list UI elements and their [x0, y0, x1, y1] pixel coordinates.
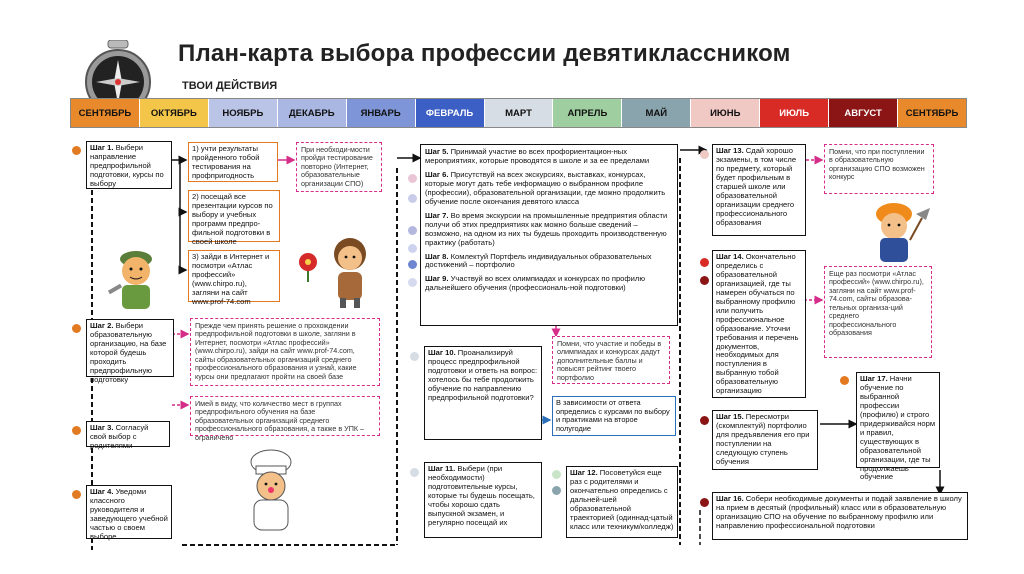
step-3: Шаг 3. Согласуй свой выбор с родителями — [86, 421, 170, 447]
steps-5-9-panel — [420, 144, 678, 326]
dot-green — [552, 470, 561, 479]
page-subtitle: ТВОИ ДЕЙСТВИЯ — [182, 80, 278, 92]
month-5: ЯНВАРЬ — [347, 99, 416, 127]
note-retest: При необходи-мости пройди тестирование повторно (Интернет, образовательные организации СПО) — [296, 142, 382, 192]
step-11: Шаг 11. Выбери (при необходимости) подготовительные курсы, которые ты будешь посещать, чтобы хорошо сдать выпускной экзамен, и регулярно посещай их — [424, 462, 542, 538]
step-9: Шаг 9. Участвуй во всех олимпиадах и конкурсах по профилю дальнейшего обучения (профессиональ-ной подготовки) — [425, 274, 646, 293]
orange-dot-1 — [72, 146, 81, 155]
step-17: Шаг 17. Начни обучение по выбранной профессии (профилю) и строго придерживайся норм и правил, существующих в образовательной организации, где ты продолжаешь обучение — [856, 372, 940, 468]
dot-lightblue — [408, 278, 417, 287]
dot-lavender-2 — [408, 244, 417, 253]
step-4: Шаг 4. Уведоми классного руководителя и заведующего учебной частью о своем выборе — [86, 485, 172, 539]
step-1: Шаг 1. Выбери направление предпрофильной подготовки, курсы по выбору — [86, 141, 172, 189]
step-1-option-2: 2) посещай все презентации курсов по выбору и учебных программ предпро-фильной подготовки в своей школе — [188, 190, 280, 242]
dot-darkred-2 — [700, 498, 709, 507]
month-9: МАЙ — [622, 99, 691, 127]
red-flower-icon — [296, 252, 320, 282]
month-1: СЕНТЯБРЬ — [71, 99, 140, 127]
orange-dot-2 — [72, 324, 81, 333]
month-8: АПРЕЛЬ — [553, 99, 622, 127]
step-8: Шаг 8. Комлектуй Портфель индивидуальных образовательных достижений – портфолио — [425, 251, 652, 270]
girl-figure — [316, 232, 380, 312]
step-13: Шаг 13. Сдай хорошо экзамены, в том числе по предмету, который будет профильным в старшей школе или образовательной организации среднего профессионального образования — [712, 144, 806, 236]
month-7: МАРТ — [485, 99, 554, 127]
orange-dot-4 — [72, 490, 81, 499]
month-6: ФЕВРАЛЬ — [416, 99, 485, 127]
step-7: Шаг 7. Во время экскурсии на промышленные предприятия области получи об этих предприятиях как можно больше сведений – возможно, на одном из них ты будешь проходить производственную практику (работать) — [425, 210, 668, 247]
dot-rose — [700, 150, 709, 159]
orange-dot-17 — [840, 376, 849, 385]
dot-teal — [552, 486, 561, 495]
step-14: Шаг 14. Окончательно определись с образовательной организацией, где ты намерен обучаться по выбранному профилю или получить профессиональное образование. Уточни требования и перечень документов, необходимых для поступления в выбранную тобой образовательную организацию — [712, 250, 806, 398]
month-11: ИЮЛЬ — [760, 99, 829, 127]
page-title: План-карта выбора профессии девятиклассником — [178, 40, 791, 67]
dot-gray — [410, 352, 419, 361]
month-3: НОЯБРЬ — [209, 99, 278, 127]
step-2: Шаг 2. Выбери образовательную организацию, на базе которой будешь проходить предпрофильную подготовку — [86, 319, 174, 377]
step-1-option-1: 1) учти результаты пройденного тобой тестирования на профпригодность — [188, 142, 278, 182]
step-5: Шаг 5. Принимай участие во всех профориентацион-ных мероприятиях, которые проводятся в школе и за ее пределами — [425, 147, 650, 165]
month-10: ИЮНЬ — [691, 99, 760, 127]
worker-figure — [100, 245, 170, 315]
dot-gray-2 — [410, 468, 419, 477]
step-16: Шаг 16. Собери необходимые документы и подай заявление в школу на прием в десятый (профильный) класс или в образовательную организацию СПО на обучение по выбранному профилю или направлению профессиональной подготовки — [712, 492, 968, 540]
note-atlas-again: Еще раз посмотри «Атлас профессий» (www.chirpo.ru), загляни на сайт www.prof-74.com, сайты образова-тельных организа-ций среднего профессионального образования — [824, 266, 932, 358]
note-before-decision: Прежде чем принять решение о прохождении предпрофильной подготовки в школе, загляни в Интернет, посмотри «Атлас профессий» (www.chirpo.ru), зайди на сайт www.prof-74.com, сайты образовательных организаций среднего профессионального образования и узнай, какие курсы они предлагают пройти на своей базе — [190, 318, 380, 386]
orange-dot-3 — [72, 426, 81, 435]
step-6: Шаг 6. Присутствуй на всех экскурсиях, выставках, конкурсах, которые могут дать тебе информацию о выбранном профиле (профессии), образовательной организации, где можно продолжить обучение после окончания девятого класса — [425, 169, 666, 206]
builder-figure — [856, 200, 936, 266]
note-limited-places: Имей в виду, что количество мест в группах предпрофильного обучения на базе образовательных организаций среднего профессионального образования, а также в УПК – ограничено — [190, 396, 380, 436]
dot-blue — [408, 260, 417, 269]
second-semester-choice: В зависимости от ответа определись с курсами по выбору и практиками на второе полугодие — [552, 396, 676, 436]
step-15: Шаг 15. Пересмотри (скомплектуй) портфолио для предъявления его при поступлении на следующую ступень обучения — [712, 410, 818, 470]
middle-dots — [408, 166, 420, 316]
step-10: Шаг 10. Проанализируй процесс предпрофильной подготовки и ответь на вопрос: хотелось бы тебе продолжить обучение по направлению предпрофильной подготовки? — [424, 346, 542, 440]
dot-pink — [408, 174, 417, 183]
chef-figure — [236, 448, 306, 536]
note-olympiads: Помни, что участие и победы в олимпиадах и конкурсах дадут дополнительные баллы и повысят рейтинг твоего портфолио — [552, 336, 670, 384]
step-1-option-3: 3) зайди в Интернет и посмотри «Атлас профессий» (www.chirpo.ru), загляни на сайт www.prof-74.com — [188, 250, 280, 302]
dot-darkred — [700, 416, 709, 425]
dot-red-1 — [700, 258, 709, 267]
month-12: АВГУСТ — [829, 99, 898, 127]
month-4: ДЕКАБРЬ — [278, 99, 347, 127]
step-12: Шаг 12. Посоветуйся еще раз с родителями и окончательно определись с дальней-шей образовательной траекторией (одиннад-цатый класс или техникум/колледж) — [566, 466, 678, 538]
month-2: ОКТЯБРЬ — [140, 99, 209, 127]
dot-lavender — [408, 194, 417, 203]
dot-violet — [408, 226, 417, 235]
month-13: СЕНТЯБРЬ — [898, 99, 966, 127]
note-spo-competition: Помни, что при поступлении в образовательную организацию СПО возможен конкурс — [824, 144, 934, 194]
dot-red-2 — [700, 276, 709, 285]
